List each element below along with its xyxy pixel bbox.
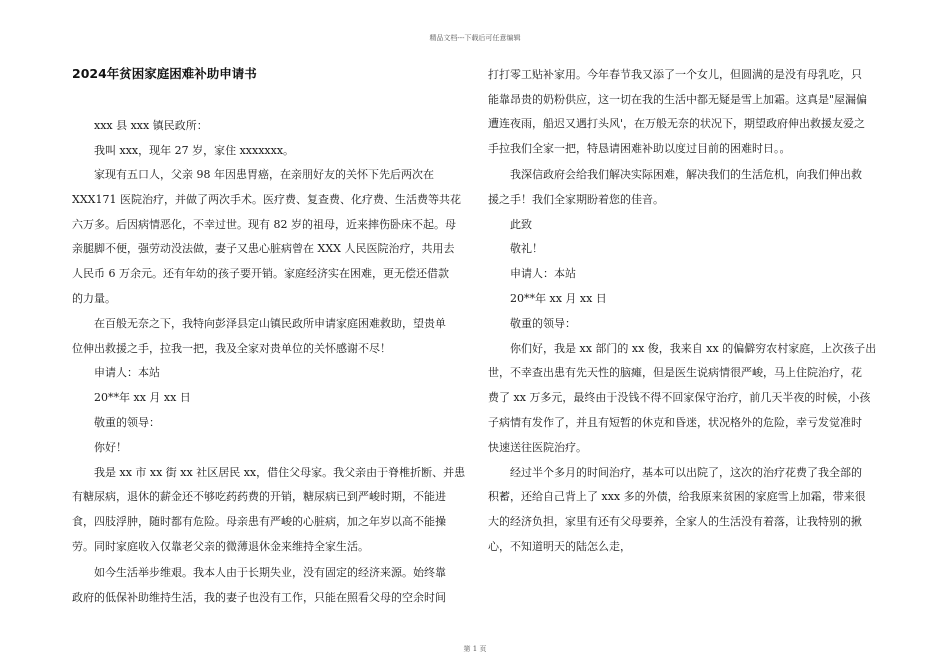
text-line: 家现有五口人，父亲 98 年因患胃癌，在亲朋好友的关怀下先后两次在 xyxy=(94,168,434,181)
text-line: 你们好，我是 xx 部门的 xx 俊，我来自 xx 的偏僻穷农村家庭，上次孩子出 xyxy=(510,342,877,355)
text-line: 我叫 xxx，现年 27 岁，家住 xxxxxxx。 xyxy=(94,144,295,157)
text-line: 打打零工贴补家用。今年春节我又添了一个女儿，但圆满的是没有母乳吃，只 xyxy=(488,68,862,81)
text-line: xxx 县 xxx 镇民政所： xyxy=(94,119,208,132)
text-line: 位伸出救援之手，拉我一把，我及全家对贵单位的关怀感谢不尽！ xyxy=(72,342,391,355)
text-line: 援之手！我们全家期盼着您的佳音。 xyxy=(488,193,664,206)
text-line: 劳。同时家庭收入仅靠老父亲的微薄退休金来维持全家生活。 xyxy=(72,540,369,553)
text-line: 政府的低保补助维持生活，我的妻子也没有工作，只能在照看父母的空余时间 xyxy=(72,591,446,604)
text-line: 敬礼！ xyxy=(510,242,543,255)
text-line: 快速送往医院治疗。 xyxy=(488,441,587,454)
text-line: 亲腿脚不便，强劳动没法做，妻子又患心脏病曾在 XXX 人民医院治疗，共用去 xyxy=(72,242,455,255)
text-line: 世，不幸查出患有先天性的脑瘫，但是医生说病情很严峻，马上住院治疗，花 xyxy=(488,366,862,379)
text-line: 手拉我们全家一把，特恳请困难补助以度过目前的困难时日。。 xyxy=(488,142,791,155)
text-line: 你好！ xyxy=(94,441,127,454)
text-line: 我是 xx 市 xx 街 xx 社区居民 xx，借住父母家。我父亲由于脊椎折断、并患 xyxy=(94,466,466,479)
text-line: 申请人：本站 xyxy=(94,366,160,379)
text-line: 大的经济负担，家里有还有父母要养，全家人的生活没有着落，让我特别的揪 xyxy=(488,515,862,528)
text-line: 敬重的领导： xyxy=(94,416,160,429)
document-title: 2024年贫困家庭困难补助申请书 xyxy=(72,66,257,81)
text-line: 心，不知道明天的陆怎么走， xyxy=(488,540,631,553)
text-line: 敬重的领导： xyxy=(510,317,576,330)
text-line: 如今生活举步维艰。我本人由于长期失业，没有固定的经济来源。始终靠 xyxy=(94,566,446,579)
text-line: 的力量。 xyxy=(72,292,116,305)
text-line: 申请人：本站 xyxy=(510,267,576,280)
text-line: XXX171 医院治疗，并做了两次手术。医疗费、复查费、化疗费、生活费等共花 xyxy=(72,193,461,206)
text-line: 积蓄，还给自己背上了 xxx 多的外债，给我原来贫困的家庭雪上加霜，带来很 xyxy=(488,490,866,503)
text-line: 我深信政府会给我们解决实际困难，解决我们的生活危机，向我们伸出救 xyxy=(510,168,862,181)
text-line: 遭连夜雨，船迟又遇打头风'，在万般无奈的状况下，期望政府伸出救援友爱之 xyxy=(488,117,866,130)
text-line: 子病情有发作了，并且有短暂的休克和昏迷，状况格外的危险，幸亏发觉准时 xyxy=(488,416,862,429)
text-line: 在百般无奈之下，我特向彭泽县定山镇民政所申请家庭困难救助，望贵单 xyxy=(94,317,446,330)
page-header: 精品文档---下载后可任意编辑 xyxy=(429,34,521,42)
text-line: 此致 xyxy=(510,218,532,231)
text-line: 费了 xx 万多元，最终由于没钱不得不回家保守治疗，前几天半夜的时候，小孩 xyxy=(488,391,871,404)
text-line: 能靠昂贵的奶粉供应，这一切在我的生活中都无疑是雪上加霜。这真是"屋漏偏 xyxy=(488,93,868,106)
text-line: 六万多。后因病情恶化，不幸过世。现有 82 岁的祖母，近来摔伤卧床不起。母 xyxy=(72,218,456,231)
text-line: 食，四肢浮肿，随时都有危险。母亲患有严峻的心脏病，加之年岁以高不能操 xyxy=(72,515,446,528)
text-line: 20**年 xx 月 xx 日 xyxy=(510,292,607,305)
text-line: 20**年 xx 月 xx 日 xyxy=(94,391,191,404)
text-line: 人民币 6 万余元。还有年幼的孩子要开销。家庭经济实在困难，更无偿还借款 xyxy=(72,267,449,280)
text-line: 有糖尿病，退休的薪金还不够吃药药费的开销，糖尿病已到严峻时期，不能进 xyxy=(72,490,446,503)
text-line: 经过半个多月的时间治疗，基本可以出院了，这次的治疗花费了我全部的 xyxy=(510,466,862,479)
page-number: 第 1 页 xyxy=(463,645,487,653)
